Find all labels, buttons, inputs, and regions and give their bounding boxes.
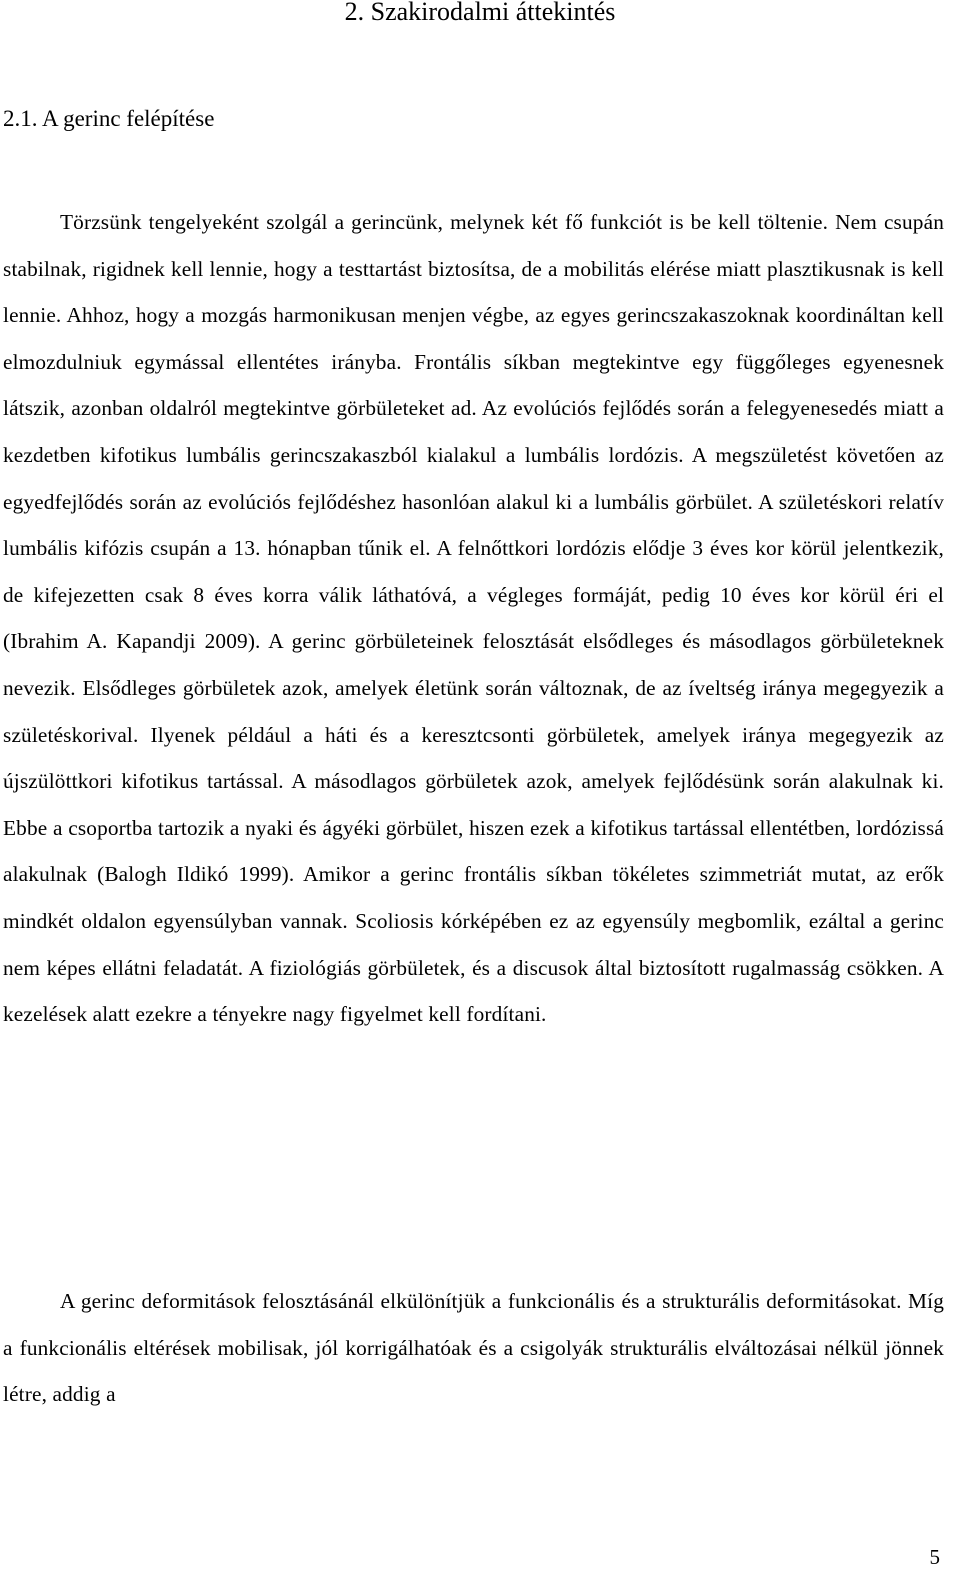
chapter-title: 2. Szakirodalmi áttekintés (344, 0, 616, 26)
section-title: 2.1. A gerinc felépítése (3, 106, 215, 131)
body-paragraph: A gerinc deformitások felosztásánál elkülönítjük a funkcionális és a strukturális deformitásokat. Míg a funkcionális eltérések mobilisak, jól korrigálhatóak és a csigolyák strukturális elváltozásai nélkül jönnek létre, addig a (3, 1289, 944, 1407)
page-number: 5 (929, 1545, 940, 1569)
body-paragraph: Törzsünk tengelyeként szolgál a gerincünk, melynek két fő funkciót is be kell töltenie. Nem csupán stabilnak, rigidnek kell lennie, hogy a testtartást biztosítsa, de a mobilitás elérése miatt plasztikusnak is kell lennie. Ahhoz, hogy a mozgás harmonikusan menjen végbe, az egyes gerincszakaszoknak koordináltan kell elmozdulniuk egymással ellentétes irányba. Frontális síkban megtekintve egy függőleges egyenesnek látszik, azonban oldalról megtekintve görbületeket ad. Az evolúciós fejlődés során a felegyenesedés miatt a kezdetben kifotikus lumbális gerincszakaszból kialakul a lumbális lordózis. A megszületést követően az egyedfejlődés során az evolúciós fejlődéshez hasonlóan alakul ki a lumbális görbület. A születéskori relatív lumbális kifózis csupán a 13. hónapban tűnik el. A felnőttkori lordózis elődje 3 éves kor körül jelentkezik, de kifejezetten csak 8 éves korra válik láthatóvá, a végleges formáját, pedig 10 éves kor körül éri el (Ibrahim A. Kapandji 2009). A gerinc görbületeinek felosztását elsődleges és másodlagos görbületeknek nevezik. Elsődleges görbületek azok, amelyek életünk során változnak, de az íveltség iránya megegyezik a születéskorival. Ilyenek például a háti és a keresztcsonti görbületek, amelyek iránya megegyezik az újszülöttkori kifotikus tartással. A másodlagos görbületek azok, amelyek fejlődésünk során alakulnak ki. Ebbe a csoportba tartozik a nyaki és ágyéki görbület, hiszen ezek a kifotikus tartással ellentétben, lordózissá alakulnak (Balogh Ildikó 1999). Amikor a gerinc frontális síkban tökéletes szimmetriát mutat, az erők mindkét oldalon egyensúlyban vannak. Scoliosis kórképében ez az egyensúly megbomlik, ezáltal a gerinc nem képes ellátni feladatát. A fiziológiás görbületek, és a discusok által biztosított rugalmasság csökken. A kezelések alatt ezekre a tényekre nagy figyelmet kell fordítani. (3, 210, 944, 1027)
